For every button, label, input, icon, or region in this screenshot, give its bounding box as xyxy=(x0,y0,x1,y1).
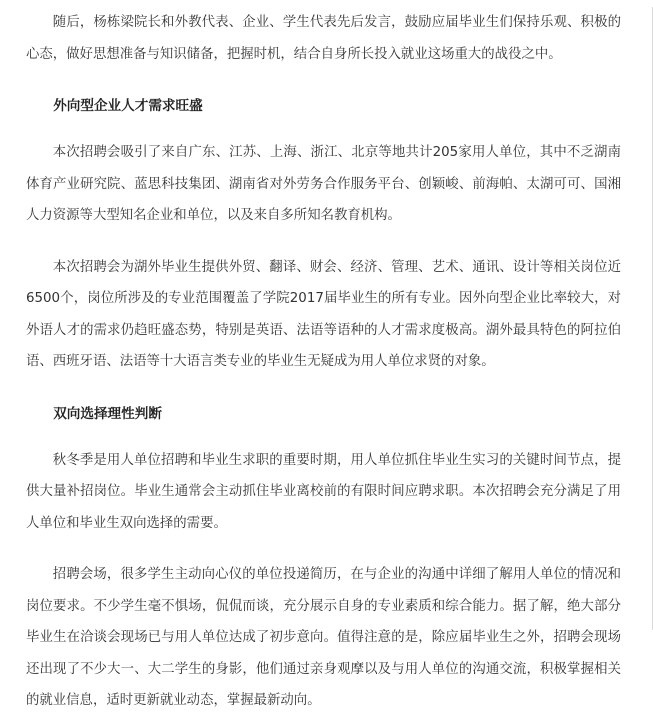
paragraph-positions: 本次招聘会为湖外毕业生提供外贸、翻译、财会、经济、管理、艺术、通讯、设计等相关岗位近6500个，岗位所涉及的专业范围覆盖了学院2017届毕业生的所有专业。因外向型企业比率较大，对外语人才的需求仍趋旺盛态势，特别是英语、法语等语种的人才需求度极高。湖外最具特色的阿拉伯语、西班牙语、法语等十大语言类专业的毕业生无疑成为用人单位求贤的对象。 xyxy=(26,259,621,369)
section-heading-demand: 外向型企业人才需求旺盛 xyxy=(53,98,203,114)
paragraph-job-fair-scene: 招聘会场，很多学生主动向心仪的单位投递简历，在与企业的沟通中详细了解用人单位的情况和岗位要求。不少学生毫不惧场，侃侃而谈，充分展示自身的专业素质和综合能力。据了解，绝大部分毕业生在洽谈会现场已与用人单位达成了初步意向。值得注意的是，除应届毕业生之外，招聘会现场还出现了不少大一、大二学生的身影，他们通过亲身观摩以及与用人单位的沟通交流，积极掌握相关的就业信息，适时更新就业动态，掌握最新动向。 xyxy=(26,567,621,708)
paragraph-employers: 本次招聘会吸引了来自广东、江苏、上海、浙江、北京等地共计205家用人单位，其中不乏湖南体育产业研究院、蓝思科技集团、湖南省对外劳务合作服务平台、创颖峻、前海帕、太湖可可、国湘人力资源等大型知名企业和单位，以及来自多所知名教育机构。 xyxy=(26,145,621,223)
article-body xyxy=(0,7,653,708)
paragraph-recruiting-season: 秋冬季是用人单位招聘和毕业生求职的重要时期，用人单位抓住毕业生实习的关键时间节点，提供大量补招岗位。毕业生通常会主动抓住毕业离校前的有限时间应聘求职。本次招聘会充分满足了用人单位和毕业生双向选择的需要。 xyxy=(26,452,621,531)
paragraph-opening-speeches: 随后，杨栋梁院长和外教代表、企业、学生代表先后发言，鼓励应届毕业生们保持乐观、积极的心态，做好思想准备与知识储备，把握时机，结合自身所长投入就业这场重大的战役之中。 xyxy=(26,15,621,62)
section-heading-two-way-choice: 双向选择理性判断 xyxy=(53,405,162,422)
